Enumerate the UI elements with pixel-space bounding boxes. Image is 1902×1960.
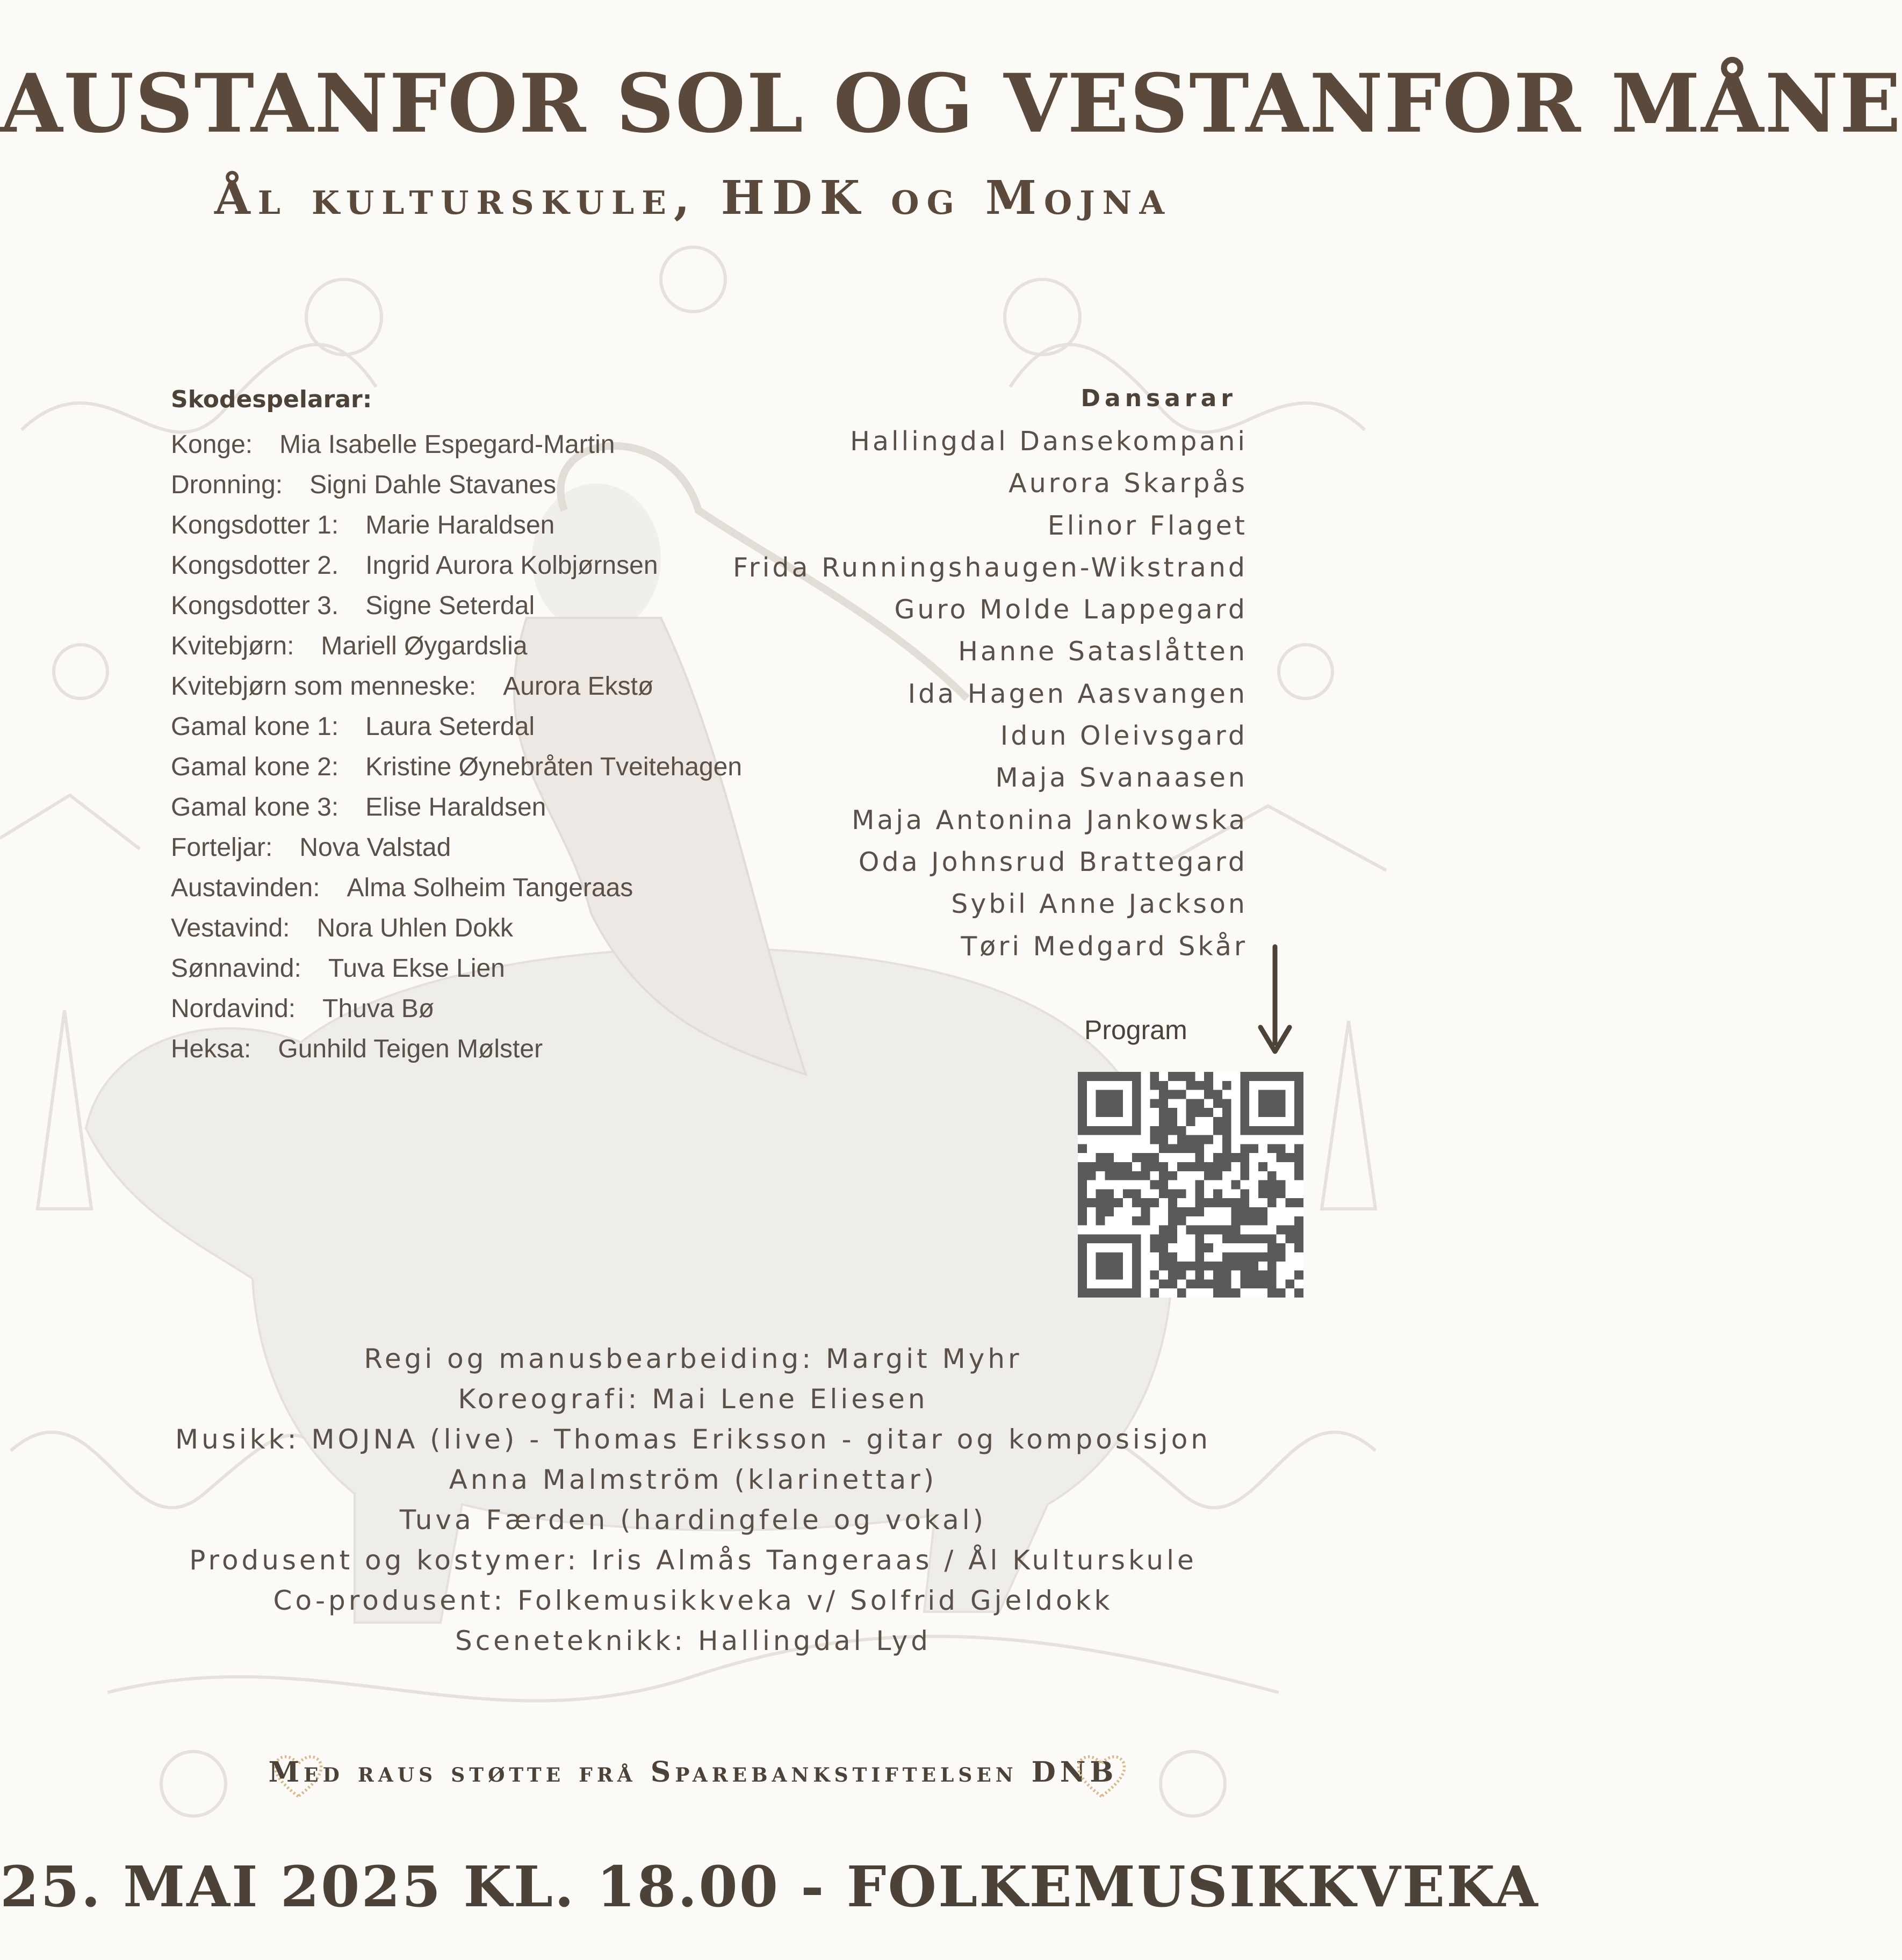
cast-name: Elise Haraldsen	[365, 793, 546, 822]
cast-name: Gunhild Teigen Mølster	[278, 1035, 543, 1063]
dancer-name: Oda Johnsrud Brattegard	[858, 846, 1248, 877]
dancer-name: Maja Antonina Jankowska	[852, 804, 1248, 835]
cast-heading: Skodespelarar:	[171, 386, 372, 413]
credit-line: Produsent og kostymer: Iris Almås Tangeraas / Ål Kulturskule	[189, 1545, 1197, 1576]
cast-name: Marie Haraldsen	[365, 511, 555, 539]
dancer-name: Maja Svanaasen	[995, 762, 1248, 794]
poster-subtitle: Ål kulturskule, HDK og Mojna	[214, 171, 1172, 225]
cast-name: Signi Dahle Stavanes	[309, 471, 557, 499]
cast-item	[171, 465, 742, 505]
dancer-name: Tøri Medgard Skår	[961, 931, 1248, 962]
qr-code-icon[interactable]	[1078, 1072, 1303, 1298]
cast-role: Nordavind:	[171, 995, 296, 1023]
credit-line: Koreografi: Mai Lene Eliesen	[458, 1383, 928, 1415]
cast-list	[171, 424, 742, 1069]
credit-line: Regi og manusbearbeiding: Margit Myhr	[364, 1343, 1022, 1374]
cast-item	[171, 747, 742, 787]
dancer-name: Frida Runningshaugen-Wikstrand	[733, 552, 1248, 583]
event-date-venue: 25. MAI 2025 KL. 18.00 - FOLKEMUSIKKVEKA	[0, 1854, 1540, 1920]
cast-role: Gamal kone 1:	[171, 712, 339, 741]
cast-role: Heksa:	[171, 1035, 251, 1063]
credit-line: Co-produsent: Folkemusikkveka v/ Solfrid Gjeldokk	[273, 1585, 1113, 1616]
cast-item	[171, 989, 742, 1029]
dancers-heading: Dansarar	[1080, 385, 1237, 412]
credit-line: Anna Malmström (klarinettar)	[449, 1464, 938, 1495]
cast-item	[171, 586, 742, 626]
cast-role: Konge:	[171, 430, 253, 459]
cast-item	[171, 707, 742, 747]
dancer-name: Sybil Anne Jackson	[951, 889, 1248, 920]
cast-item	[171, 505, 742, 545]
cast-role: Kongsdotter 3.	[171, 592, 339, 620]
dancers-list	[733, 421, 1248, 968]
cast-name: Alma Solheim Tangeraas	[347, 874, 633, 902]
heart-icon	[1072, 1746, 1131, 1805]
dancer-name: Hanne Sataslåtten	[958, 636, 1248, 667]
dancer-name: Elinor Flaget	[1047, 510, 1248, 541]
cast-item	[171, 948, 742, 989]
cast-name: Kristine Øynebråten Tveitehagen	[365, 753, 743, 781]
support-text: Med raus støtte frå Sparebankstiftelsen DNB	[268, 1756, 1118, 1789]
cast-name: Ingrid Aurora Kolbjørnsen	[365, 551, 658, 580]
credit-line: Tuva Færden (hardingfele og vokal)	[399, 1504, 987, 1536]
cast-name: Mariell Øygardslia	[321, 632, 528, 660]
dancer-name: Hallingdal Dansekompani	[850, 426, 1248, 457]
cast-item	[171, 666, 742, 707]
dancer-name: Guro Molde Lappegard	[894, 594, 1248, 625]
cast-name: Tuva Ekse Lien	[328, 954, 505, 983]
cast-role: Dronning:	[171, 471, 283, 499]
cast-role: Forteljar:	[171, 833, 273, 862]
arrow-down-icon	[1256, 947, 1294, 1054]
cast-name: Nova Valstad	[299, 833, 451, 862]
cast-name: Thuva Bø	[322, 995, 435, 1023]
cast-item	[171, 1029, 742, 1069]
cast-role: Kvitebjørn:	[171, 632, 294, 660]
cast-item	[171, 868, 742, 908]
dancer-name: Ida Hagen Aasvangen	[907, 678, 1248, 709]
cast-name: Nora Uhlen Dokk	[316, 914, 513, 942]
dancer-name: Aurora Skarpås	[1008, 468, 1248, 499]
credit-line: Sceneteknikk: Hallingdal Lyd	[455, 1625, 932, 1656]
cast-item	[171, 626, 742, 666]
cast-name: Aurora Ekstø	[503, 672, 654, 701]
cast-role: Gamal kone 3:	[171, 793, 339, 822]
cast-item	[171, 787, 742, 827]
cast-item	[171, 827, 742, 868]
cast-name: Signe Seterdal	[365, 592, 535, 620]
cast-item	[171, 424, 742, 465]
cast-role: Kvitebjørn som menneske:	[171, 672, 477, 701]
cast-role: Vestavind:	[171, 914, 290, 942]
cast-role: Sønnavind:	[171, 954, 301, 983]
credit-line: Musikk: MOJNA (live) - Thomas Eriksson - gitar og komposisjon	[175, 1424, 1211, 1455]
dancer-name: Idun Oleivsgard	[1000, 720, 1248, 752]
cast-role: Kongsdotter 2.	[171, 551, 339, 580]
cast-name: Laura Seterdal	[365, 712, 535, 741]
cast-role: Austavinden:	[171, 874, 320, 902]
cast-role: Kongsdotter 1:	[171, 511, 339, 539]
poster-title: AUSTANFOR SOL OG VESTANFOR MÅNE	[0, 56, 1902, 151]
cast-item	[171, 545, 742, 586]
cast-role: Gamal kone 2:	[171, 753, 339, 781]
cast-item	[171, 908, 742, 948]
credits-list	[0, 1339, 1386, 1661]
cast-name: Mia Isabelle Espegard-Martin	[279, 430, 615, 459]
program-label: Program	[1084, 1015, 1187, 1045]
